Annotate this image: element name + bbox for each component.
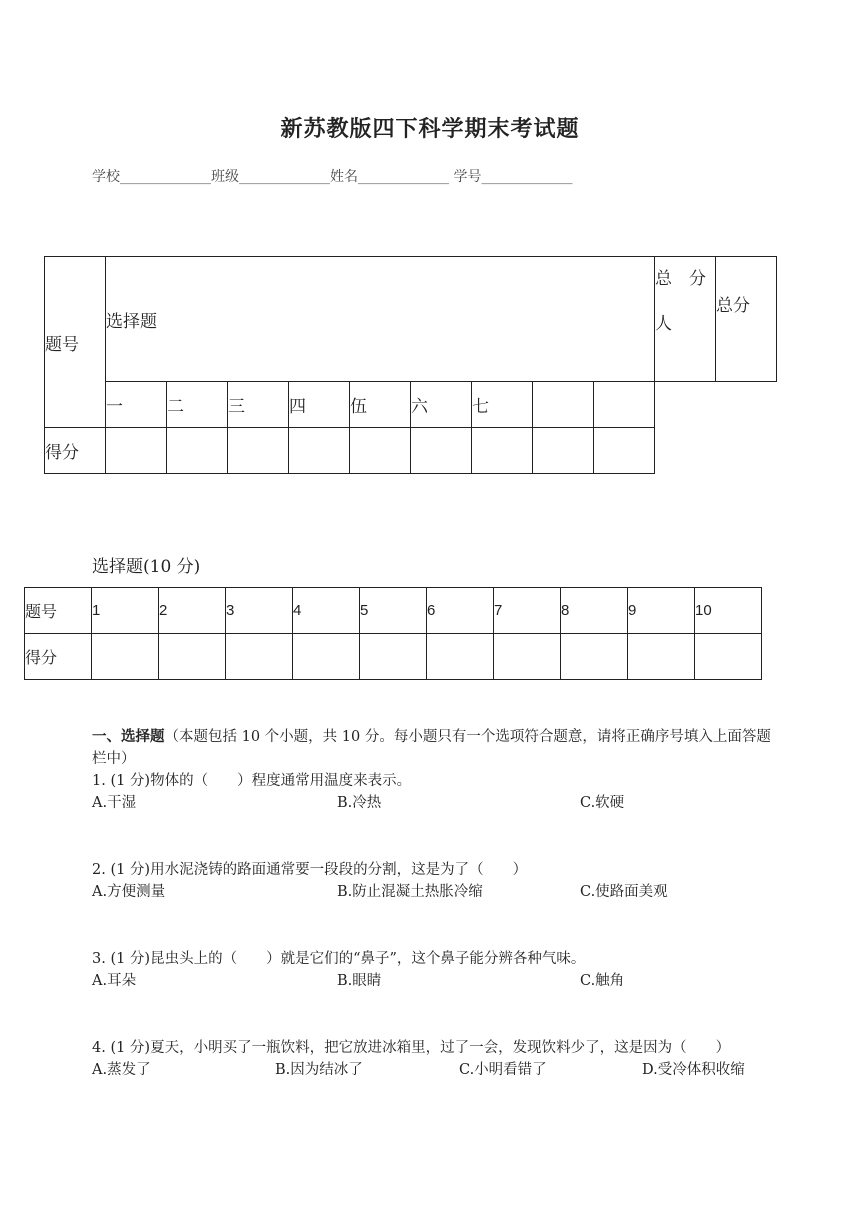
spacer-cell	[655, 382, 777, 428]
option[interactable]: C.触角	[580, 973, 625, 989]
question	[92, 859, 782, 903]
row-label-score: 得分	[45, 428, 106, 474]
option[interactable]: C.使路面美观	[580, 884, 668, 900]
score-cell[interactable]	[594, 428, 655, 474]
total-score-header: 总分	[716, 257, 777, 382]
answer-section-label: 选择题(10 分)	[92, 557, 201, 577]
sub-header: 二	[167, 382, 228, 428]
option[interactable]: B.因为结冰了	[275, 1062, 363, 1078]
exam-title: 新苏教版四下科学期末考试题	[280, 117, 580, 142]
question-stem: 3. (1 分)昆虫头上的（ ）就是它们的“鼻子”，这个鼻子能分辨各种气味。	[92, 951, 586, 967]
option[interactable]: C.小明看错了	[459, 1062, 547, 1078]
section-intro	[92, 726, 782, 770]
school-blank[interactable]: _____________	[120, 169, 211, 185]
name-blank[interactable]: _____________	[358, 169, 449, 185]
class-blank[interactable]: _____________	[239, 169, 330, 185]
answer-cell[interactable]	[628, 634, 695, 680]
section-instructions: （本题包括 10 个小题，共 10 分。每小题只有一个选项符合题意，请将正确序号填入上面答题栏中）	[92, 729, 771, 767]
row-label-score: 得分	[25, 634, 92, 680]
question-stem: 1. (1 分)物体的（ ）程度通常用温度来表示。	[92, 773, 412, 789]
score-cell[interactable]	[228, 428, 289, 474]
total-header	[655, 257, 716, 382]
sub-header: 四	[289, 382, 350, 428]
sub-header: 伍	[350, 382, 411, 428]
answer-table	[24, 587, 762, 680]
score-summary-table	[44, 256, 777, 474]
score-cell[interactable]	[350, 428, 411, 474]
question-number: 10	[695, 588, 762, 634]
question-stem: 2. (1 分)用水泥浇铸的路面通常要一段段的分割，这是为了（ ）	[92, 862, 528, 878]
row-label-question-no: 题号	[45, 257, 106, 428]
answer-cell[interactable]	[293, 634, 360, 680]
sub-header-empty	[594, 382, 655, 428]
question-number: 8	[561, 588, 628, 634]
total-header-line1: 总 分	[655, 269, 706, 289]
answer-cell[interactable]	[360, 634, 427, 680]
score-cell[interactable]	[533, 428, 594, 474]
option[interactable]: A.蒸发了	[92, 1062, 151, 1078]
option[interactable]: B.冷热	[337, 795, 382, 811]
option[interactable]: A.干湿	[92, 795, 137, 811]
row-label-question-no: 题号	[25, 588, 92, 634]
question-stem: 4. (1 分)夏天，小明买了一瓶饮料，把它放进冰箱里，过了一会，发现饮料少了，这是因为（ ）	[92, 1040, 731, 1056]
student-no-blank[interactable]: _____________	[481, 169, 573, 185]
answer-cell[interactable]	[561, 634, 628, 680]
answer-cell[interactable]	[494, 634, 561, 680]
sub-header: 六	[411, 382, 472, 428]
spacer-cell	[655, 428, 777, 474]
class-label: 班级	[211, 169, 239, 185]
question-number: 3	[226, 588, 293, 634]
question-number: 9	[628, 588, 695, 634]
option[interactable]: A.方便测量	[92, 884, 166, 900]
option[interactable]: B.眼睛	[337, 973, 382, 989]
question	[92, 948, 782, 992]
option[interactable]: B.防止混凝土热胀冷缩	[337, 884, 483, 900]
questions-section	[92, 726, 782, 1081]
score-cell[interactable]	[289, 428, 350, 474]
school-label: 学校	[92, 169, 120, 185]
question-number: 6	[427, 588, 494, 634]
score-cell[interactable]	[472, 428, 533, 474]
student-info-line	[92, 166, 572, 186]
section-header-choice: 选择题	[106, 257, 655, 382]
total-header-line2: 人	[655, 314, 672, 334]
section-heading: 一、选择题	[92, 729, 165, 745]
sub-header-empty	[533, 382, 594, 428]
option[interactable]: D.受冷体积收缩	[642, 1062, 745, 1078]
answer-cell[interactable]	[159, 634, 226, 680]
question	[92, 1037, 782, 1081]
score-cell[interactable]	[411, 428, 472, 474]
question-number: 1	[92, 588, 159, 634]
answer-cell[interactable]	[695, 634, 762, 680]
sub-header: 三	[228, 382, 289, 428]
answer-cell[interactable]	[427, 634, 494, 680]
question-number: 5	[360, 588, 427, 634]
score-cell[interactable]	[167, 428, 228, 474]
sub-header: 一	[106, 382, 167, 428]
score-cell[interactable]	[106, 428, 167, 474]
name-label: 姓名	[330, 169, 358, 185]
question-number: 7	[494, 588, 561, 634]
answer-cell[interactable]	[92, 634, 159, 680]
option[interactable]: A.耳朵	[92, 973, 137, 989]
question-number: 2	[159, 588, 226, 634]
student-no-label: 学号	[453, 169, 482, 185]
sub-header: 七	[472, 382, 533, 428]
question	[92, 770, 782, 814]
option[interactable]: C.软硬	[580, 795, 625, 811]
answer-cell[interactable]	[226, 634, 293, 680]
question-number: 4	[293, 588, 360, 634]
